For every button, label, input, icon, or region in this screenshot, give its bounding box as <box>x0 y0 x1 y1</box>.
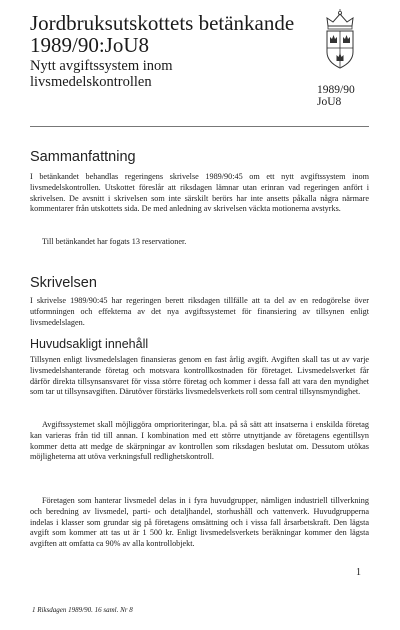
title-line-1: Jordbruksutskottets betänkande <box>30 11 295 35</box>
skrivelse-heading: Skrivelsen <box>30 275 97 291</box>
summary-paragraph-1: I betänkandet behandlas regeringens skrivelse 1989/90:45 om ett nytt avgiftssystem inom livsmedelskontrollen. Utskottet föreslår att riksdagen lämnar utan erinran vad regeringen anfört i skrivelsen. De avsnitt i skrivelsen som inte särskilt berörs har inte ansetts påkalla några närmare kommentarer från utskottets sida. De med anledning av skrivelsen väckta motionerna avstyrks. <box>30 172 369 214</box>
main-content-heading: Huvudsakligt innehåll <box>30 337 149 351</box>
footer-citation: 1 Riksdagen 1989/90. 16 saml. Nr 8 <box>32 606 133 614</box>
title-line-2: 1989/90:JoU8 <box>30 33 150 57</box>
subtitle-line-1: Nytt avgiftssystem inom <box>30 58 173 74</box>
subtitle-line-2: livsmedelskontrollen <box>30 74 152 90</box>
doc-id-line-2: JoU8 <box>317 96 342 108</box>
page-number: 1 <box>356 567 361 578</box>
doc-id-line-1: 1989/90 <box>317 84 355 96</box>
skrivelse-paragraph: I skrivelse 1989/90:45 har regeringen berett riksdagen tillfälle att ta del av en redogörelse över utformningen och effekterna av det nya avgiftssystemet för finansiering av tillsynen enligt livsmedelslagen. <box>30 296 369 327</box>
document-title <box>30 12 294 56</box>
main-content-paragraph-1: Tillsynen enligt livsmedelslagen finansieras genom en fast årlig avgift. Avgiften skall tas ut av varje livsmedelshanterande företag och motsvara kontrollkostnaden för företaget. Livsmedelsverket får därför direkta tillsynsansvaret för vissa större företag och kommer i dessa fall att vara den myndighet som tar ut tillsynsavgiften. Därutöver förstärks livsmedelsverkets roll som central tillsynsmyndighet. <box>30 355 369 397</box>
document-number <box>317 84 355 108</box>
header-divider <box>30 126 369 127</box>
main-content-paragraph-3: Företagen som hanterar livsmedel delas in i fyra huvudgrupper, nämligen industriell tillverkning och beredning av livsmedel, parti- och detaljhandel, storhushåll och vattenverk. Huvudgrupperna indelas i klasser som grundar sig på företagens omsättning och i vissa fall årsarbetskraft. Den lägsta avgift som kommer att tas ut är 1 500 kr. Enligt livsmedelsverkets beräkningar kommer den lägsta avgiften att omfatta ca 90% av alla kontrollobjekt. <box>30 496 369 548</box>
summary-heading: Sammanfattning <box>30 149 136 165</box>
swedish-coat-of-arms-icon <box>319 8 361 74</box>
main-content-paragraph-2: Avgiftssystemet skall möjliggöra omprioriteringar, bl.a. på så sätt att insatserna i enskilda företag kan varieras från tid till annan. I kombination med ett större utnyttjande av företagens egentillsyn kommer detta att medge de skärpningar av kontrollen som riksdagen beslutat om. Dessutom utökas möjligheterna att utöva verkningsfull redlighetskontroll. <box>30 420 369 462</box>
summary-paragraph-2: Till betänkandet har fogats 13 reservationer. <box>42 237 187 246</box>
document-subtitle <box>30 58 173 90</box>
